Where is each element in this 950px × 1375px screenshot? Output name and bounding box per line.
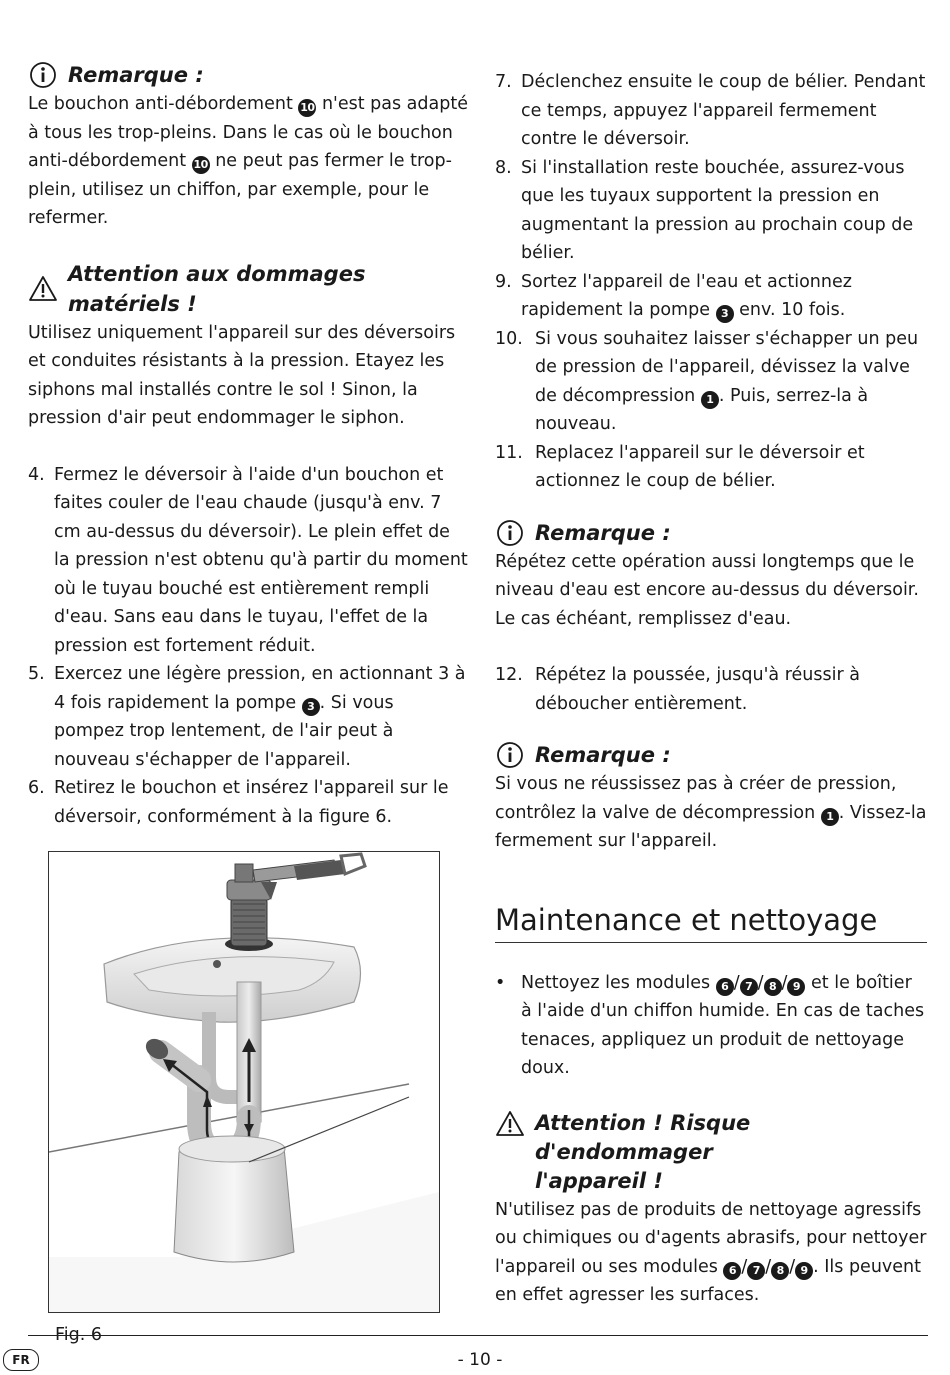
part-number-badge: 7 (747, 1262, 765, 1280)
bullet-text: Nettoyez les modules 6 / 7 / 8 / 9 et le boîtier à l'aide d'un chiffon humide. En cas de taches tenaces, appliquez un produit de nettoyage doux. (521, 972, 925, 1078)
part-number-badge: 3 (302, 698, 320, 716)
step-text: Retirez le bouchon et insérez l'appareil sur le déversoir, conformément à la figure 6. (54, 778, 449, 827)
list-item (495, 325, 927, 439)
list-item (28, 774, 468, 831)
part-number-badge: 6 (716, 978, 734, 996)
part-number-badge: 9 (787, 978, 805, 996)
part-number-badge: 7 (740, 978, 758, 996)
steps-list-left (28, 461, 468, 832)
note-text: Le bouchon anti-débordement 10 n'est pas adapté à tous les trop-pleins. Dans le cas où le bouchon anti-débordement 10 ne peut pas fermer le trop-plein, utilisez un chiffon, par exemple, pour le refermer. (28, 94, 468, 228)
info-icon (495, 518, 525, 548)
list-item (28, 461, 468, 661)
right-column (495, 68, 927, 1310)
warning-heading (495, 1109, 927, 1196)
part-number-badge: 10 (298, 99, 316, 117)
note-heading (495, 518, 927, 548)
step-text: Replacez l'appareil sur le déversoir et actionnez le coup de bélier. (535, 442, 865, 491)
step-text: Répétez la poussée, jusqu'à réussir à déboucher entièrement. (535, 665, 860, 714)
list-item (495, 68, 927, 154)
part-number-badge: 3 (716, 305, 734, 323)
bullet-marker: • (495, 972, 506, 993)
part-number-badge: 8 (771, 1262, 789, 1280)
warning-title: Attention ! Risque d'endommager l'appareil ! (535, 1110, 751, 1193)
warning-text: Utilisez uniquement l'appareil sur des déversoirs et conduites résistants à la pression. Etayez les siphons mal installés contre le sol ! Sinon, la pression d'air peut endommager le siphon. (28, 322, 456, 428)
info-icon (495, 740, 525, 770)
sink-plunger-illustration (49, 852, 439, 1312)
step-number: 5. (28, 664, 45, 684)
left-column (28, 60, 468, 1350)
step-number: 6. (28, 778, 45, 798)
part-number-badge: 9 (795, 1262, 813, 1280)
part-number-badge: 1 (821, 808, 839, 826)
warning-text: N'utilisez pas de produits de nettoyage agressifs ou chimiques ou d'agents abrasifs, pour nettoyer l'appareil ou ses modules 6 / 7 / 8 / 9 . Ils peuvent en effet agresser les surfaces. (495, 1199, 927, 1305)
footer-divider (28, 1335, 928, 1336)
list-item (495, 154, 927, 268)
note-text: Répétez cette opération aussi longtemps que le niveau d'eau est encore au-dessus du déversoir. Le cas échéant, remplissez d'eau. (495, 551, 919, 629)
note-title: Remarque : (68, 63, 204, 87)
step-text: Fermez le déversoir à l'aide d'un bouchon et faites couler de l'eau chaude (jusqu'à env. 7 cm au-dessus du déversoir). Le plein effet de la pression n'est obtenu qu'à partir du moment où le tuyau bouché est entièrement rempli d'eau. Sans eau dans le tuyau, l'effet de la pression est fortement réduit. (54, 464, 468, 656)
list-item (495, 969, 927, 1083)
note-block-3 (495, 740, 927, 856)
note-block-1 (28, 60, 468, 233)
steps-list-right (495, 68, 927, 496)
step-text: Sortez l'appareil de l'eau et actionnez rapidement la pompe 3 env. 10 fois. (521, 268, 927, 325)
step-text: Exercez une légère pression, en actionnant 3 à 4 fois rapidement la pompe 3 . Si vous pompez trop lentement, de l'air peut à nouveau s'échapper de l'appareil. (54, 664, 466, 770)
language-badge: FR (3, 1349, 39, 1371)
note-heading (28, 60, 468, 90)
list-item (28, 660, 468, 774)
list-item (495, 268, 927, 325)
note-title: Remarque : (535, 743, 671, 767)
step-number: 12. (495, 665, 523, 685)
warning-title: Attention aux dommages matériels ! (68, 261, 366, 316)
part-number-badge: 6 (723, 1262, 741, 1280)
figure-6 (48, 851, 440, 1313)
page-number: - 10 - (457, 1350, 503, 1370)
warning-triangle-icon (495, 1109, 525, 1139)
warning-block-2 (495, 1109, 927, 1310)
step-text: Si l'installation reste bouchée, assurez-vous que les tuyaux supportent la pression en augmentant la pression au prochain coup de bélier. (521, 157, 914, 263)
note-block-2 (495, 518, 927, 634)
step-text: Si vous souhaitez laisser s'échapper un peu de pression de l'appareil, dévissez la valve de décompression 1 . Puis, serrez-la à nouveau. (535, 328, 919, 434)
step-text: Déclenchez ensuite le coup de bélier. Pendant ce temps, appuyez l'appareil fermement contre le déversoir. (521, 72, 926, 149)
part-number-badge: 1 (701, 391, 719, 409)
step-number: 8. (495, 157, 512, 178)
info-icon (28, 60, 58, 90)
part-number-badge: 10 (192, 156, 210, 174)
part-number-badge: 8 (764, 978, 782, 996)
steps-list-right-2 (495, 661, 927, 718)
list-item (495, 661, 927, 718)
step-number: 9. (495, 271, 512, 292)
step-number: 11. (495, 442, 523, 463)
note-title: Remarque : (535, 520, 671, 545)
step-number: 7. (495, 72, 512, 92)
step-number: 4. (28, 464, 45, 485)
figure-caption: Fig. 6 (55, 1325, 103, 1345)
warning-triangle-icon (28, 274, 58, 304)
warning-heading (28, 259, 468, 319)
step-number: 10. (495, 328, 523, 349)
note-text: Si vous ne réussissez pas à créer de pression, contrôlez la valve de décompression 1 . Vissez-la fermement sur l'appareil. (495, 774, 927, 851)
list-item (495, 439, 927, 496)
section-title: Maintenance et nettoyage (495, 902, 927, 943)
warning-block-1 (28, 259, 468, 433)
note-heading (495, 740, 927, 770)
